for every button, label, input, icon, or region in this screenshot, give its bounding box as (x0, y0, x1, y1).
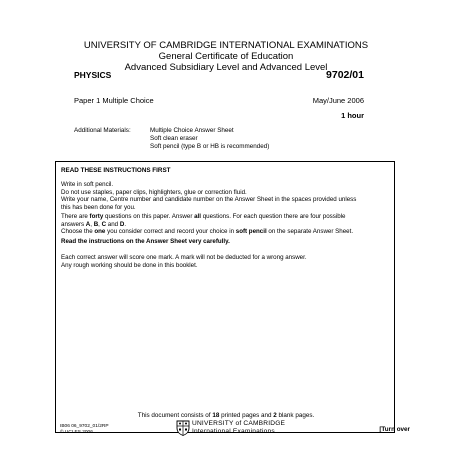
text-run: blank pages. (276, 412, 315, 419)
text-run: forty (89, 213, 104, 220)
text-run: . (124, 220, 127, 228)
page-count-note (0, 412, 452, 419)
turn-over-note: [Turn over (379, 426, 410, 433)
text-run: one (94, 228, 106, 236)
text-run: answers (61, 220, 86, 228)
text-run: , (98, 220, 102, 228)
logo-line-2: International Examinations (192, 428, 275, 435)
answer-sheet-instruction: Read the instructions on the Answer Sheet very carefully. (61, 238, 230, 245)
instruction-line: Write your name, Centre number and candidate number on the Answer Sheet in the spaces provided unless (61, 196, 357, 204)
logo-line-1: UNIVERSITY of CAMBRIDGE (192, 420, 286, 427)
cambridge-crest-icon (176, 420, 190, 436)
board-name: UNIVERSITY OF CAMBRIDGE INTERNATIONAL EXAMINATIONS (83, 40, 369, 51)
instructions-paragraph-1 (61, 181, 391, 211)
certificate-name: General Certificate of Education (158, 51, 294, 62)
instructions-paragraph-4 (61, 254, 391, 269)
material-item: Multiple Choice Answer Sheet (150, 127, 234, 134)
copyright-notice: © UCLES 2006 (60, 430, 93, 435)
text-run: and (106, 220, 120, 228)
instruction-line: this has been done for you. (61, 203, 136, 211)
instruction-line: Each correct answer will score one mark. A mark will not be deducted for a wrong answer. (61, 254, 307, 261)
material-item: Soft pencil (type B or HB is recommended) (150, 143, 270, 151)
instruction-line (61, 228, 391, 236)
reference-code: IB06 06_9702_01/2RP (60, 424, 109, 429)
text-run: on the separate Answer Sheet. (266, 228, 354, 236)
instruction-line: Do not use staples, paper clips, highlighters, glue or correction fluid. (61, 188, 247, 196)
text-run: A (85, 220, 91, 228)
text-run: you consider correct and record your choice in (105, 228, 236, 236)
instruction-line (61, 213, 391, 221)
paper-code: 9702/01 (326, 69, 364, 81)
text-run: soft pencil (235, 228, 267, 236)
subject-title: PHYSICS (74, 70, 112, 80)
text-run: all (194, 213, 201, 220)
text-run: C (101, 220, 107, 228)
level-name: Advanced Subsidiary Level and Advanced Level (124, 62, 328, 73)
document-reference (60, 424, 109, 436)
paper-name: Paper 1 Multiple Choice (74, 96, 154, 105)
instructions-paragraph-2 (61, 213, 391, 236)
text-run: This document consists of (137, 412, 213, 419)
instruction-line: Write in soft pencil. (61, 181, 114, 188)
text-run: Choose the (61, 228, 95, 236)
text-run: B (93, 220, 99, 228)
text-run: printed pages and (219, 412, 274, 419)
additional-materials-list (150, 127, 269, 152)
additional-materials-label: Additional Materials: (74, 127, 131, 134)
instructions-title: READ THESE INSTRUCTIONS FIRST (61, 167, 171, 174)
text-run: questions. For each question there are four possible (201, 213, 346, 220)
text-run: questions on this paper. Answer (103, 213, 195, 220)
exam-duration: 1 hour (341, 111, 364, 120)
text-run: , (90, 220, 94, 228)
exam-board-header (0, 40, 452, 73)
material-item: Soft clean eraser (150, 135, 198, 143)
text-run: D (119, 220, 125, 228)
text-run: 2 (273, 412, 277, 419)
text-run: 18 (212, 412, 220, 419)
exam-session: May/June 2006 (312, 96, 364, 105)
instruction-line: Any rough working should be done in this booklet. (61, 261, 198, 269)
instruction-line (61, 221, 391, 229)
cambridge-logo-text (192, 420, 285, 436)
text-run: There are (61, 213, 90, 220)
